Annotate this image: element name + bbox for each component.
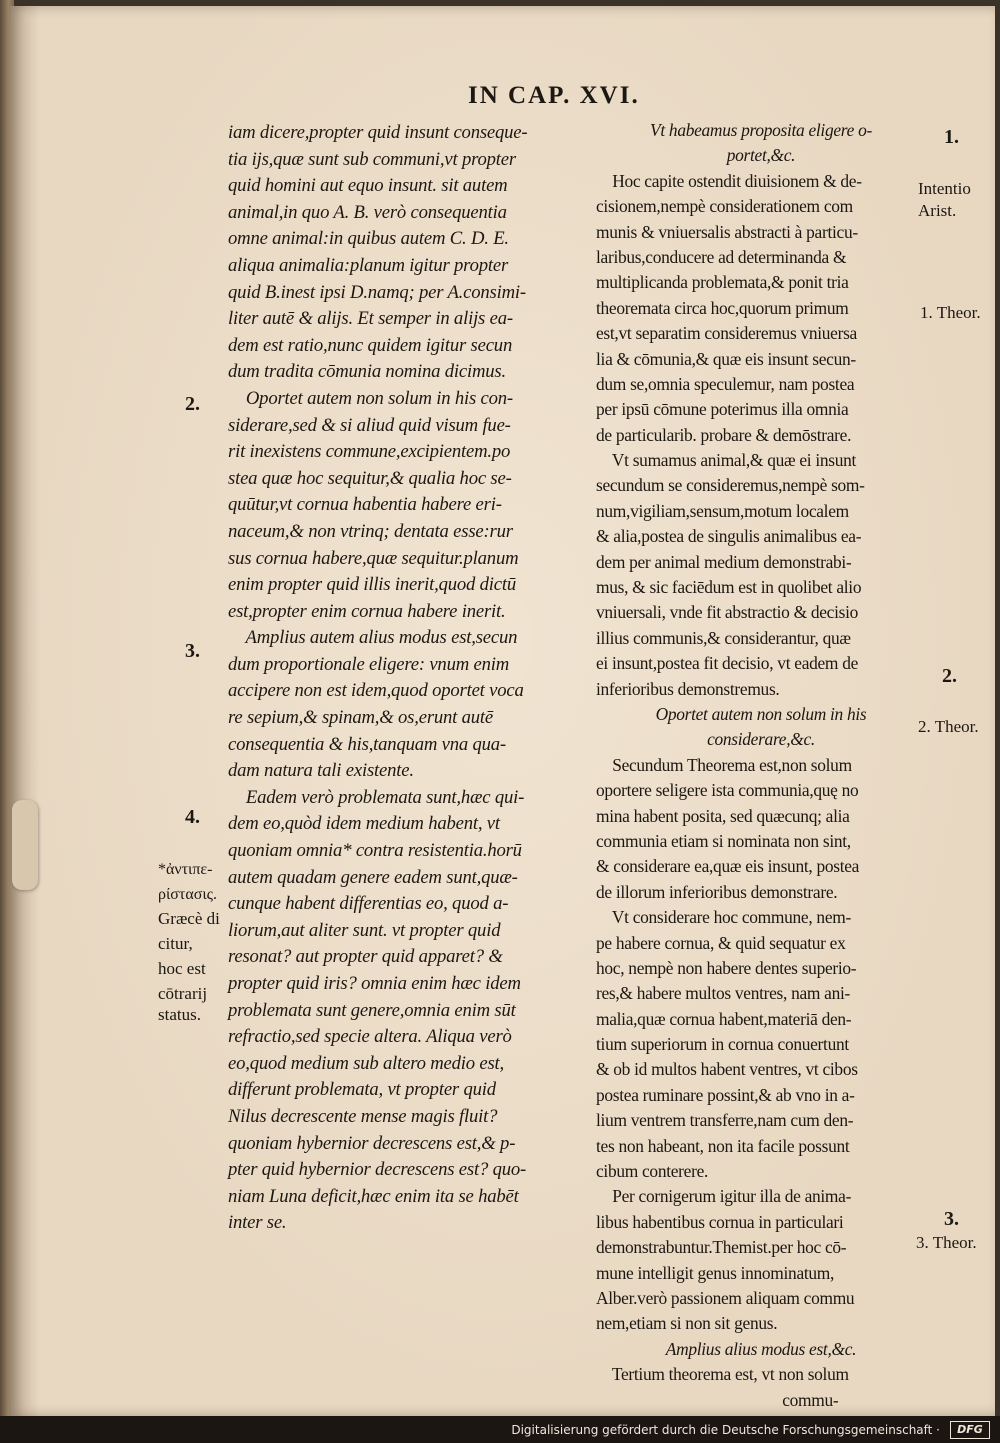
commentary-lemma-line: Oportet autem non solum in his (655, 703, 867, 724)
commentary-lemma-line: Vt habeamus proposita eligere o- (650, 120, 872, 140)
commentary-text-line: de illorum inferioribus demonstrare. (596, 881, 838, 902)
commentary-text-line: multiplicanda problemata,& ponit tria (596, 272, 849, 293)
commentary-text-line: Alber.verò passionem aliquam commu (596, 1287, 855, 1308)
commentary-text-line: laribus,conducere ad determinanda & (596, 246, 847, 267)
left-text-line: dam natura tali existente. (228, 760, 414, 782)
left-text-line: quid B.inest ipsi D.namq; per A.consimi- (228, 281, 526, 303)
margin-number-4: 4. (185, 806, 200, 828)
commentary-text-line: illius communis,& considerantur, quæ (596, 627, 851, 648)
margin-note-2: citur, (158, 934, 193, 953)
commentary-text-line: nem,etiam si non sit genus. (596, 1313, 778, 1334)
margin-greek-2: ρίστασις. (158, 886, 217, 903)
commentary-text-line: mus, & sic faciēdum est in quolibet alio (596, 577, 862, 598)
left-text-line: liorum,aut aliter sunt. vt propter quid (228, 919, 501, 941)
running-head: IN CAP. XVI. (468, 82, 640, 109)
commentary-text-line: res,& habere multos ventres, nam ani- (596, 983, 851, 1004)
commentary-lemma-line: portet,&c. (726, 145, 796, 166)
commentary-text-line: communia etiam si nominata non sint, (596, 830, 851, 851)
commentary-text-line: tes non habeant, non ita facile possunt (596, 1135, 850, 1156)
commentary-text-line: commu- (596, 1389, 839, 1410)
margin-greek-1: *ἀντιπε- (158, 861, 213, 878)
commentary-lemma-line: Amplius alius modus est,&c. (665, 1338, 857, 1359)
margin-note-1: Græcè di (158, 909, 220, 928)
left-text-line: Oportet autem non solum in his con- (228, 387, 513, 409)
commentary-text-line: Per cornigerum igitur illa de anima- (596, 1186, 852, 1207)
commentary-text-line: mina habent posita, sed quæcunq; alia (596, 805, 850, 826)
commentary-text-line: inferioribus demonstremus. (596, 678, 780, 699)
left-text-line: aliqua animalia:planum igitur propter (228, 254, 509, 276)
margin-arist: Arist. (918, 201, 957, 220)
margin-note-4: cōtrarij (158, 984, 208, 1003)
left-text-line: differunt problemata, vt propter quid (228, 1079, 496, 1101)
left-text-line: inter se. (228, 1212, 287, 1234)
commentary-text-line: cibum conterere. (596, 1161, 709, 1182)
commentary-text-line: cisionem,nempè considerationem com (596, 196, 853, 217)
left-text-line: est,propter enim cornua habere inerit. (228, 600, 506, 622)
left-text-line: dem eo,quòd idem medium habent, vt (228, 813, 500, 835)
commentary-text-line: est,vt separatim consideremus vniuersa (596, 323, 857, 344)
commentary-text-line: munis & vniuersalis abstracti à particu- (596, 221, 858, 242)
commentary-text-line: tium superiorum in cornua conuertunt (596, 1034, 849, 1055)
margin-right-number-3: 3. (944, 1208, 959, 1230)
left-text-line: rit inexistens commune,excipientem.po (228, 441, 511, 463)
left-text-line: dum proportionale eligere: vnum enim (228, 653, 510, 675)
commentary-text-line: secundum se consideremus,nempè som- (596, 475, 865, 496)
footer-credit: Digitalisierung gefördert durch die Deutsche Forschungsgemeinschaft · (511, 1423, 940, 1437)
margin-right-number-2: 2. (942, 665, 957, 687)
left-text-line: sus cornua habere,quæ sequitur.planum (228, 547, 519, 569)
left-text-line: quoniam hybernior decrescens est,& p- (228, 1132, 516, 1154)
commentary-text-line: & alia,postea de singulis animalibus ea- (596, 526, 862, 547)
commentary-text-line: lia & cōmunia,& quæ eis insunt secun- (596, 348, 856, 369)
commentary-text-line: num,vigiliam,sensum,motum localem (596, 500, 849, 521)
commentary-text-line: dem per animal medium demonstrabi- (596, 551, 852, 572)
left-text-line: re sepium,& spinam,& os,erunt autē (228, 707, 494, 729)
left-text-line: stea quæ hoc sequitur,& qualia hoc se- (228, 467, 512, 489)
commentary-text-line: & ob id multos habent ventres, vt cibos (596, 1059, 858, 1080)
commentary-text-line: Tertium theorema est, vt non solum (596, 1364, 849, 1385)
left-text-line: refractio,sed specie altera. Aliqua verò (228, 1026, 512, 1048)
left-text-line: consequentia & his,tanquam vna qua- (228, 733, 506, 755)
margin-note-5: status. (158, 1005, 201, 1024)
left-text-line: cunque habent differentias eo, quod a- (228, 893, 509, 915)
commentary-text-line: & considerare ea,quæ eis insunt, postea (596, 856, 860, 877)
commentary-text-line: hoc, nempè non habere dentes superio- (596, 957, 857, 978)
left-text-line: dum tradita cōmunia nomina dicimus. (228, 361, 506, 383)
commentary-text-line: dum se,omnia speculemur, nam postea (596, 373, 855, 394)
left-text-line: autem quadam genere eadem sunt,quæ- (228, 866, 518, 888)
commentary-text-line: libus habentibus cornua in particulari (596, 1211, 844, 1232)
commentary-text-line: oportere seligere ista communia,quę no (596, 780, 859, 801)
left-text-line: pter quid hybernior decrescens est? quo- (228, 1159, 527, 1181)
commentary-text-line: per ipsū cōmune poterimus illa omnia (596, 399, 849, 420)
margin-right-number-1: 1. (944, 126, 959, 148)
footer-bar (0, 1416, 1000, 1443)
left-text-line: accipere non est idem,quod oportet voca (228, 680, 524, 702)
left-text-line: omne animal:in quibus autem C. D. E. (228, 228, 509, 250)
commentary-text-line: ei insunt,postea fit decisio, vt eadem de (596, 653, 859, 674)
left-text-line: Eadem verò problemata sunt,hæc qui- (228, 786, 525, 808)
commentary-text-line: de particularib. probare & demōstrare. (596, 424, 852, 445)
commentary-text-line: demonstrabuntur.Themist.per hoc cō- (596, 1237, 847, 1258)
dfg-logo: DFG (950, 1421, 990, 1439)
left-text-line: resonat? aut propter quid apparet? & (228, 946, 503, 968)
left-text-line: quoniam omnia* contra resistentia.horū (228, 840, 522, 862)
commentary-text-line: postea ruminare possint,& ab vno in a- (596, 1084, 855, 1105)
margin-theor-2: 2. Theor. (918, 717, 979, 736)
left-text-column (228, 120, 573, 1237)
left-text-line: Amplius autem alius modus est,secun (228, 627, 518, 649)
commentary-text-line: Vt sumamus animal,& quæ ei insunt (596, 450, 857, 471)
commentary-text-line: Vt considerare hoc commune, nem- (596, 907, 851, 928)
left-text-line: liter autē & alijs. Et semper in alijs ea- (228, 308, 513, 330)
commentary-text-line: theoremata circa hoc,quorum primum (596, 297, 849, 318)
margin-intentio: Intentio (918, 179, 971, 198)
commentary-text-line: mune intelligit genus innominatum, (596, 1262, 835, 1283)
margin-note-3: hoc est (158, 959, 206, 978)
left-text-line: enim propter quid illis inerit,quod dictū (228, 574, 517, 596)
left-text-line: niam Luna deficit,hæc enim ita se habēt (228, 1185, 519, 1207)
right-commentary-column (596, 118, 926, 1413)
commentary-text-line: Secundum Theorema est,non solum (596, 754, 852, 775)
commentary-text-line: Hoc capite ostendit diuisionem & de- (596, 170, 862, 191)
left-text-line: quūtur,vt cornua habentia habere eri- (228, 494, 502, 516)
left-text-line: eo,quod medium sub altero medio est, (228, 1052, 505, 1074)
left-text-line: dem est ratio,nunc quidem igitur secun (228, 334, 513, 356)
commentary-lemma-line: considerare,&c. (707, 729, 815, 750)
commentary-text-line: malia,quæ cornua habent,materiā den- (596, 1008, 852, 1029)
margin-number-3: 3. (185, 640, 200, 662)
commentary-text-line: vniuersali, vnde fit abstractio & decisio (596, 602, 859, 623)
commentary-text-line: lium ventrem transferre,nam cum den- (596, 1110, 854, 1131)
margin-theor-3: 3. Theor. (916, 1233, 977, 1252)
left-text-line: naceum,& non vtrinq; dentata esse:rur (228, 520, 513, 542)
left-text-line: quid homini aut equo insunt. sit autem (228, 175, 508, 197)
page-tab (12, 800, 38, 890)
commentary-text-line: pe habere cornua, & quid sequatur ex (596, 932, 846, 953)
margin-theor-1: 1. Theor. (920, 303, 981, 322)
left-text-line: problemata sunt genere,omnia enim sūt (228, 999, 516, 1021)
left-text-line: iam dicere,propter quid insunt conseque- (228, 122, 528, 143)
left-text-line: animal,in quo A. B. verò consequentia (228, 201, 507, 223)
margin-number-2: 2. (185, 393, 200, 415)
left-text-line: tia ijs,quæ sunt sub communi,vt propter (228, 148, 516, 170)
left-text-line: Nilus decrescente mense magis fluit? (228, 1105, 498, 1127)
left-text-line: siderare,sed & si aliud quid visum fue- (228, 414, 511, 436)
left-text-line: propter quid iris? omnia enim hæc idem (228, 973, 521, 994)
